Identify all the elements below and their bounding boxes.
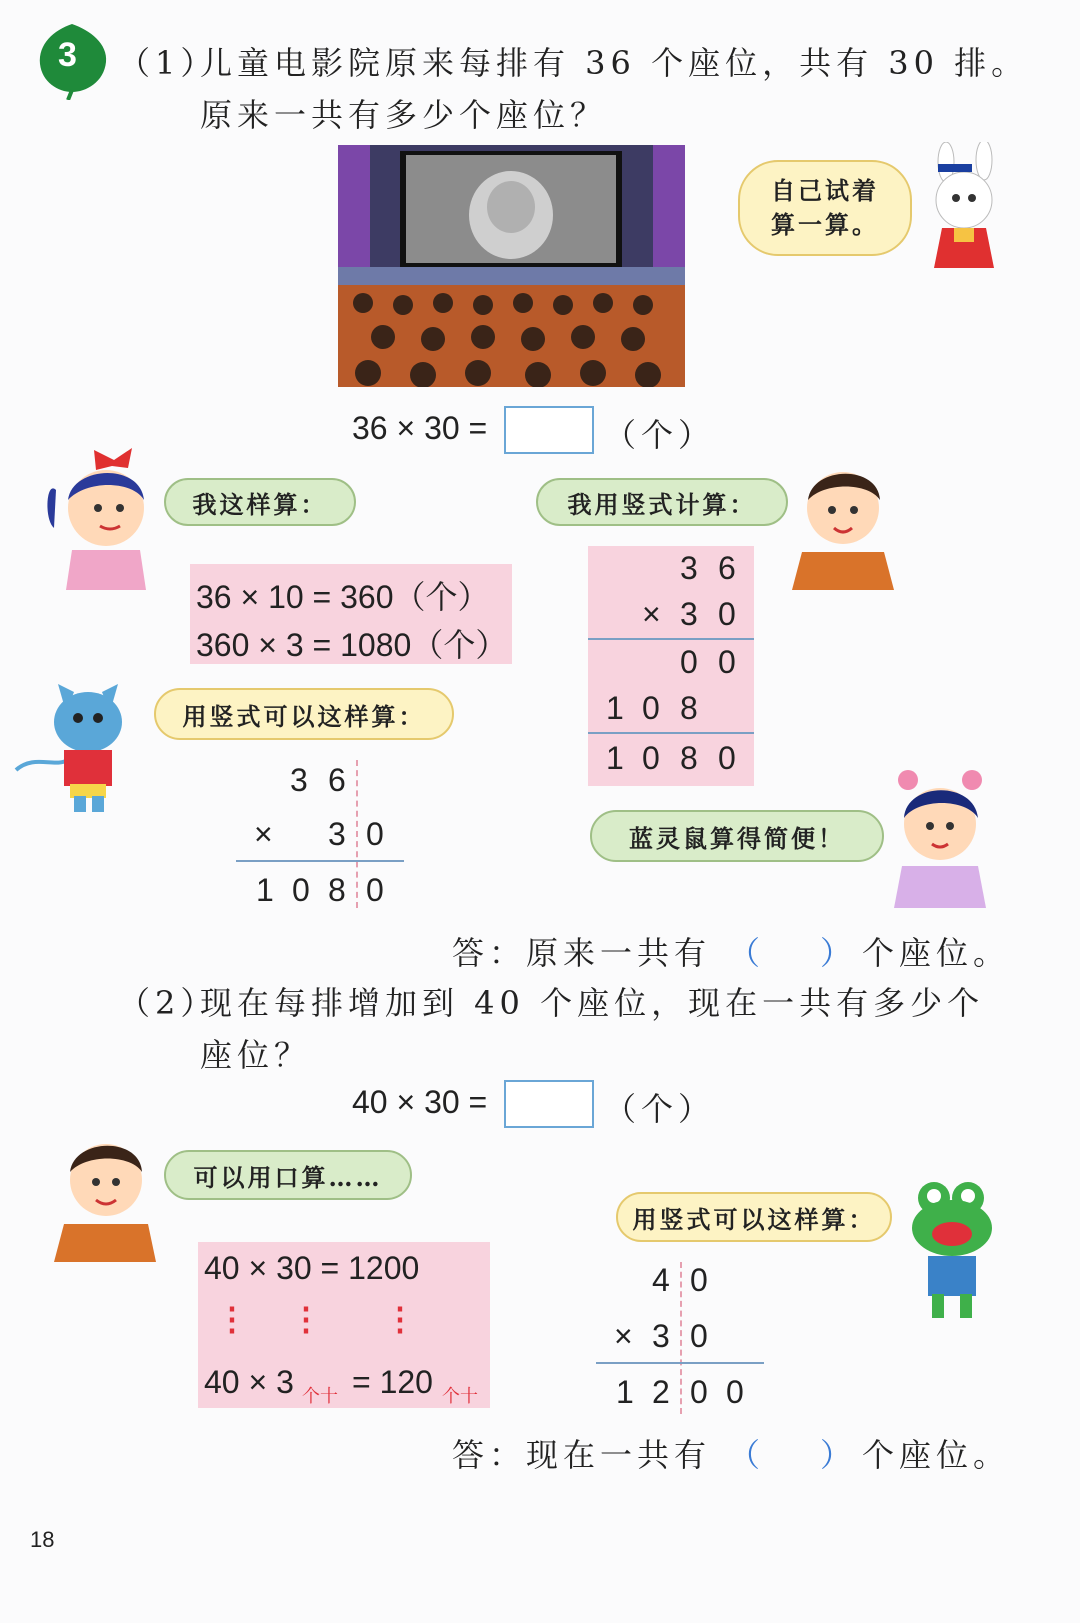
cat-speech-bubble bbox=[154, 688, 454, 740]
frog-column-row3-d4: 0 bbox=[726, 1374, 744, 1410]
frog-column-row3-d3: 0 bbox=[690, 1374, 708, 1410]
boy2-character bbox=[52, 1128, 158, 1262]
frog-column-row2-d1: 3 bbox=[652, 1318, 670, 1354]
part1-oral-line2: 360 × 3 = 1080（个） bbox=[196, 627, 508, 663]
part2-answer-open: （ bbox=[728, 1436, 766, 1474]
boy-bubble-text: 我用竖式计算： bbox=[567, 489, 757, 519]
part1-label: （1） bbox=[118, 44, 218, 82]
part2-oral-sub-b: 个十 bbox=[442, 1386, 478, 1407]
part2-answer-blank[interactable] bbox=[760, 1428, 824, 1468]
column-row2-d2: 0 bbox=[718, 596, 736, 632]
frog-bubble-text: 用竖式可以这样算： bbox=[632, 1204, 876, 1234]
cat-column-row2-d1: 3 bbox=[328, 816, 346, 852]
rabbit-character bbox=[918, 142, 1010, 282]
part1-answer-box[interactable] bbox=[504, 406, 594, 454]
cat-column-row3-d4: 0 bbox=[366, 872, 384, 908]
cinema-illustration bbox=[338, 145, 685, 387]
cat-column-guide bbox=[356, 760, 358, 908]
part2-dot-2: ⋮ bbox=[290, 1300, 322, 1338]
rabbit-bubble-line1: 自己试着 bbox=[771, 176, 879, 205]
column-row5-d3: 8 bbox=[680, 740, 698, 776]
frog-column-row1-d2: 0 bbox=[690, 1262, 708, 1298]
part2-answer-suffix: 个座位。 bbox=[862, 1436, 1011, 1474]
frog-column-guide bbox=[680, 1262, 682, 1414]
frog-character bbox=[902, 1176, 998, 1322]
frog-column-row3-d1: 1 bbox=[616, 1374, 634, 1410]
part1-answer-blank[interactable] bbox=[760, 926, 824, 966]
frog-column-line bbox=[596, 1362, 764, 1364]
frog-column-row3-d2: 2 bbox=[652, 1374, 670, 1410]
part2-answer-close: ） bbox=[820, 1436, 858, 1474]
cat-column-row3-d1: 1 bbox=[256, 872, 274, 908]
column-row4-d3: 8 bbox=[680, 690, 698, 726]
part2-oral-line2-b: = 120 bbox=[352, 1364, 433, 1400]
girl-speech-bubble bbox=[164, 478, 356, 526]
girl-character bbox=[36, 440, 156, 590]
part2-dot-1: ⋮ bbox=[216, 1300, 248, 1338]
column-row4-d1: 1 bbox=[606, 690, 624, 726]
cat-column-row1-d1: 3 bbox=[290, 762, 308, 798]
girl-bubble-text: 我这样算： bbox=[192, 489, 328, 519]
part2-oral-line1: 40 × 30 = 1200 bbox=[204, 1250, 420, 1286]
part2-unit: （个） bbox=[604, 1090, 716, 1128]
column-row4-d2: 0 bbox=[642, 690, 660, 726]
column-row5-d2: 0 bbox=[642, 740, 660, 776]
frog-column-row2-times: × bbox=[614, 1318, 633, 1354]
frog-column-row1-d1: 4 bbox=[652, 1262, 670, 1298]
cat-column-row2-times: × bbox=[254, 816, 273, 852]
part1-answer-prefix: 答：原来一共有 bbox=[452, 934, 712, 972]
part2-answer-box[interactable] bbox=[504, 1080, 594, 1128]
part2-oral-sub-a: 个十 bbox=[302, 1386, 338, 1407]
part2-oral-line2-a: 40 × 3 bbox=[204, 1364, 294, 1400]
boy-character bbox=[788, 456, 898, 590]
cat-column-row3-d2: 0 bbox=[292, 872, 310, 908]
part1-answer-open: （ bbox=[728, 934, 766, 972]
girl2-bubble-text: 蓝灵鼠算得简便！ bbox=[629, 823, 845, 853]
column-row1-d1: 3 bbox=[680, 550, 698, 586]
part1-oral-line1: 36 × 10 = 360（个） bbox=[196, 579, 490, 615]
column-row1-d2: 6 bbox=[718, 550, 736, 586]
part2-label: （2） bbox=[118, 984, 218, 1022]
problem-number-badge bbox=[34, 22, 110, 100]
part1-question-line2: 原来一共有多少个座位？ bbox=[200, 96, 608, 134]
page-number: 18 bbox=[30, 1527, 55, 1552]
problem-number: 3 bbox=[58, 36, 77, 74]
part2-question-line2: 座位？ bbox=[200, 1036, 312, 1074]
boy-speech-bubble bbox=[536, 478, 788, 526]
part2-answer-prefix: 答：现在一共有 bbox=[452, 1436, 712, 1474]
part2-question-line1: 现在每排增加到 40 个座位，现在一共有多少个 bbox=[200, 984, 985, 1022]
cat-column-line bbox=[236, 860, 404, 862]
frog-speech-bubble bbox=[616, 1192, 892, 1242]
part1-unit: （个） bbox=[604, 416, 716, 454]
column-row2-times: × bbox=[642, 596, 661, 632]
part2-dot-3: ⋮ bbox=[384, 1300, 416, 1338]
cat-character bbox=[14, 672, 150, 812]
boy2-bubble-text: 可以用口算…… bbox=[193, 1162, 383, 1192]
part1-equation: 36 × 30 = bbox=[352, 410, 488, 446]
column-row3-d2: 0 bbox=[718, 644, 736, 680]
girl2-speech-bubble bbox=[590, 810, 884, 862]
column-row5-d4: 0 bbox=[718, 740, 736, 776]
rabbit-bubble-line2: 算一算。 bbox=[771, 210, 879, 239]
column-row5-d1: 1 bbox=[606, 740, 624, 776]
cat-bubble-text: 用竖式可以这样算： bbox=[182, 701, 426, 731]
girl2-character bbox=[886, 762, 994, 908]
cat-column-row2-d2: 0 bbox=[366, 816, 384, 852]
part1-answer-suffix: 个座位。 bbox=[862, 934, 1011, 972]
rabbit-speech-bubble bbox=[738, 160, 912, 256]
column-line2 bbox=[588, 732, 754, 734]
part1-answer-close: ） bbox=[820, 934, 858, 972]
cat-column-row3-d3: 8 bbox=[328, 872, 346, 908]
part2-equation: 40 × 30 = bbox=[352, 1084, 488, 1120]
column-line1 bbox=[588, 638, 754, 640]
part1-question-line1: 儿童电影院原来每排有 36 个座位，共有 30 排。 bbox=[200, 44, 1029, 82]
column-row2-d1: 3 bbox=[680, 596, 698, 632]
frog-column-row2-d2: 0 bbox=[690, 1318, 708, 1354]
column-row3-d1: 0 bbox=[680, 644, 698, 680]
boy2-speech-bubble bbox=[164, 1150, 412, 1200]
cat-column-row1-d2: 6 bbox=[328, 762, 346, 798]
